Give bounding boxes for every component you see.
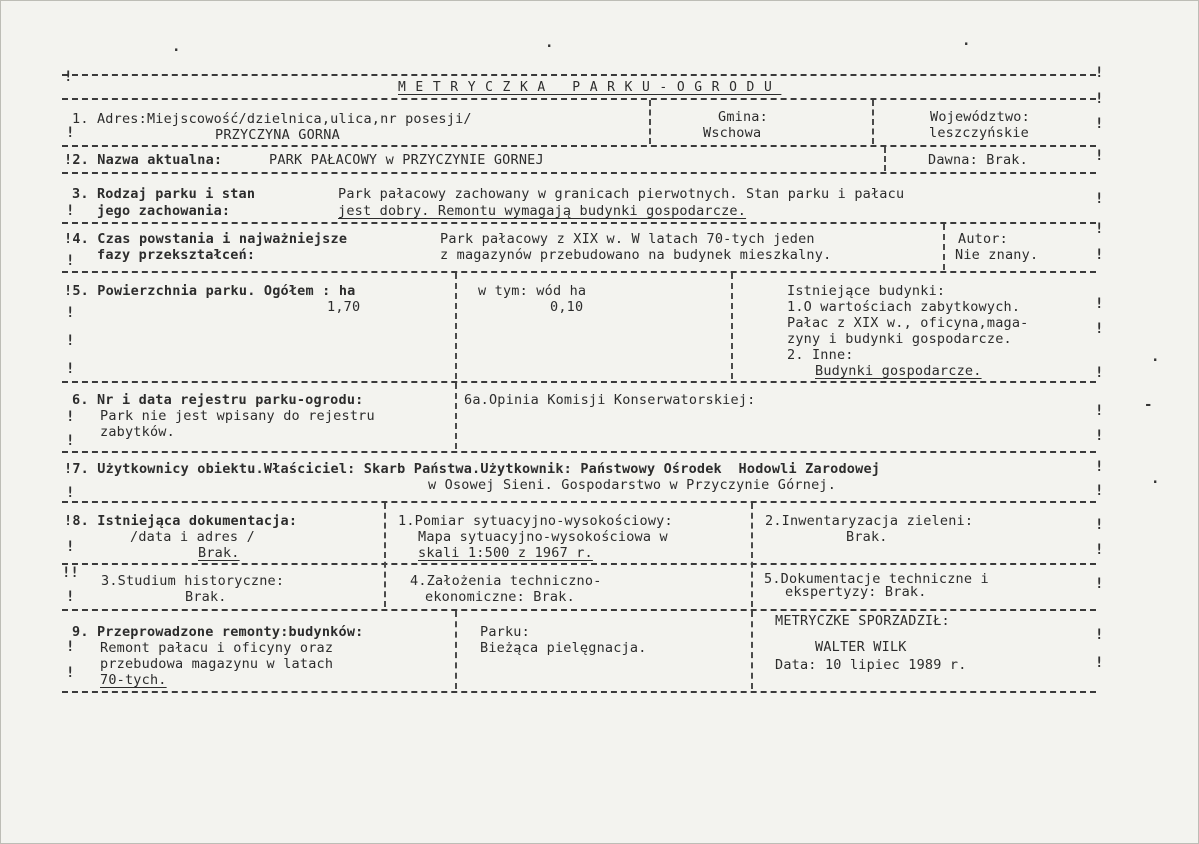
current-name-label: !2. Nazwa aktualna: (64, 152, 223, 168)
divider (649, 100, 651, 144)
edge-mark: ! (1095, 116, 1104, 132)
rule (62, 172, 1096, 174)
register-value-line2: zabytków. (100, 424, 175, 440)
renovations-buildings-line3: 70-tych. (100, 672, 167, 688)
buildings-line: Pałac z XIX w., oficyna,maga- (787, 315, 1029, 331)
edge-mark: ! (1095, 627, 1104, 643)
edge-mark: ! (1095, 247, 1104, 263)
renovations-park-value: Bieżąca pielęgnacja. (480, 640, 647, 656)
historical-study-value: Brak. (185, 589, 227, 605)
divider (943, 224, 945, 270)
history-label-line2: fazy przekształceń: (97, 247, 256, 263)
edge-mark: ! (1095, 191, 1104, 207)
divider (872, 100, 874, 144)
edge-mark: ! (66, 665, 75, 681)
rule (62, 271, 1096, 273)
documentation-sublabel: /data i adres / (130, 529, 255, 545)
divider (384, 503, 386, 607)
users-line1: !7. Użytkownicy obiektu.Właściciel: Skarb Państwa.Użytkownik: Państwowy Ośrodek Hodowli Zarodowej (64, 461, 881, 477)
technical-docs-label: 5.Dokumentacje techniczne i (764, 571, 989, 587)
divider (455, 611, 457, 689)
speck-mark: . (172, 39, 181, 55)
history-label-line1: !4. Czas powstania i najważniejsze (64, 231, 348, 247)
technical-assumptions-value: ekonomiczne: Brak. (425, 589, 575, 605)
greenery-inventory-label: 2.Inwentaryzacja zieleni: (765, 513, 974, 529)
edge-mark: ! (1095, 365, 1104, 381)
former-name: Dawna: Brak. (928, 152, 1028, 168)
edge-mark: ! (1095, 321, 1104, 337)
rule-bottom (62, 691, 1096, 693)
renovations-buildings-line2: przebudowa magazynu w latach (100, 656, 334, 672)
rule (62, 563, 1096, 565)
buildings-line: Budynki gospodarcze. (815, 363, 982, 379)
form-title: METRYCZKA PARKU-OGRODU (398, 80, 782, 95)
rule (62, 451, 1096, 453)
register-label: 6. Nr i data rejestru parku-ogrodu: (72, 392, 364, 408)
edge-mark: ! (66, 125, 75, 141)
edge-mark: ! (64, 69, 73, 85)
speck-mark: . (962, 33, 971, 49)
documentation-value: Brak. (198, 545, 240, 561)
rule (62, 145, 1096, 147)
edge-mark: ! (1095, 428, 1104, 444)
buildings-heading: Istniejące budynki: (787, 283, 946, 299)
edge-mark: ! (66, 433, 75, 449)
edge-mark: ! (66, 409, 75, 425)
condition-value-line1: Park pałacowy zachowany w granicach pierwotnych. Stan parku i pałacu (338, 186, 905, 202)
speck-mark: . (545, 35, 554, 51)
edge-mark: ! (66, 253, 75, 269)
speck-mark: . (1151, 471, 1160, 487)
prepared-by-name: WALTER WILK (815, 639, 907, 655)
history-value-line2: z magazynów przebudowano na budynek mieszkalny. (440, 247, 832, 263)
edge-mark: ! (66, 305, 75, 321)
divider (884, 147, 886, 171)
condition-label-line2: jego zachowania: (97, 203, 231, 219)
area-label: !5. Powierzchnia parku. Ogółem : ha (64, 283, 356, 299)
renovations-buildings-line1: Remont pałacu i oficyny oraz (100, 640, 334, 656)
buildings-line: 2. Inne: (787, 347, 854, 363)
edge-mark: ! (66, 539, 75, 555)
technical-docs-value: ekspertyzy: Brak. (785, 584, 927, 600)
rule (62, 222, 1096, 224)
renovations-label: 9. Przeprowadzone remonty:budynków: (72, 624, 364, 640)
divider (751, 611, 753, 689)
edge-mark: ! (1095, 296, 1104, 312)
gmina-label: Gmina: (718, 109, 768, 125)
divider (751, 503, 753, 607)
greenery-inventory-value: Brak. (846, 529, 888, 545)
rule (62, 98, 1096, 100)
edge-mark: ! (1095, 221, 1104, 237)
divider (731, 273, 733, 379)
rule (62, 381, 1096, 383)
voivodeship-value: leszczyńskie (929, 125, 1029, 141)
author-label: Autor: (958, 231, 1008, 247)
condition-value-line2: jest dobry. Remontu wymagają budynki gospodarcze. (338, 203, 747, 219)
condition-label-line1: 3. Rodzaj parku i stan (72, 186, 256, 202)
buildings-line: 1.O wartościach zabytkowych. (787, 299, 1021, 315)
rule (62, 501, 1096, 503)
survey-label: 1.Pomiar sytuacyjno-wysokościowy: (398, 513, 673, 529)
speck-mark: . (1151, 349, 1160, 365)
water-label: w tym: wód ha (478, 283, 587, 299)
edge-mark: ! (1095, 483, 1104, 499)
address-value: PRZYCZYNA GORNA (215, 127, 340, 143)
historical-study-label: 3.Studium historyczne: (101, 573, 285, 589)
edge-mark: !! (62, 565, 79, 581)
divider (455, 383, 457, 449)
prepared-by-label: METRYCZKE SPORZADZIŁ: (775, 613, 950, 629)
author-value: Nie znany. (955, 247, 1039, 263)
rule-top (62, 74, 1096, 76)
edge-mark: ! (66, 485, 75, 501)
buildings-line: zyny i budynki gospodarcze. (787, 331, 1012, 347)
edge-mark: ! (1095, 655, 1104, 671)
edge-mark: ! (1095, 576, 1104, 592)
edge-mark: ! (1095, 459, 1104, 475)
area-total: 1,70 (327, 299, 361, 315)
speck-mark: - (1144, 397, 1153, 413)
survey-value-line2: skali 1:500 z 1967 r. (418, 545, 593, 561)
edge-mark: ! (66, 589, 75, 605)
address-label: 1. Adres:Miejscowość/dzielnica,ulica,nr posesji/ (72, 111, 472, 127)
survey-value-line1: Mapa sytuacyjno-wysokościowa w (418, 529, 668, 545)
gmina-value: Wschowa (703, 125, 762, 141)
edge-mark: ! (1095, 542, 1104, 558)
documentation-label: !8. Istniejąca dokumentacja: (64, 513, 298, 529)
edge-mark: ! (1095, 517, 1104, 533)
renovations-park-label: Parku: (480, 624, 530, 640)
water-value: 0,10 (550, 299, 584, 315)
history-value-line1: Park pałacowy z XIX w. W latach 70-tych jeden (440, 231, 815, 247)
edge-mark: ! (1095, 148, 1104, 164)
technical-assumptions-label: 4.Założenia techniczno- (410, 573, 602, 589)
edge-mark: ! (1095, 65, 1104, 81)
current-name-value: PARK PAŁACOWY w PRZYCZYNIE GORNEJ (269, 152, 544, 168)
edge-mark: ! (66, 333, 75, 349)
prepared-date: Data: 10 lipiec 1989 r. (775, 657, 967, 673)
edge-mark: ! (66, 639, 75, 655)
divider (455, 273, 457, 379)
users-line2: w Osowej Sieni. Gospodarstwo w Przyczynie Górnej. (428, 477, 837, 493)
edge-mark: ! (66, 203, 75, 219)
commission-opinion-label: 6a.Opinia Komisji Konserwatorskiej: (464, 392, 756, 408)
rule (62, 609, 1096, 611)
edge-mark: ! (1095, 91, 1104, 107)
voivodeship-label: Województwo: (930, 109, 1030, 125)
edge-mark: ! (1095, 403, 1104, 419)
edge-mark: ! (66, 361, 75, 377)
register-value-line1: Park nie jest wpisany do rejestru (100, 408, 375, 424)
